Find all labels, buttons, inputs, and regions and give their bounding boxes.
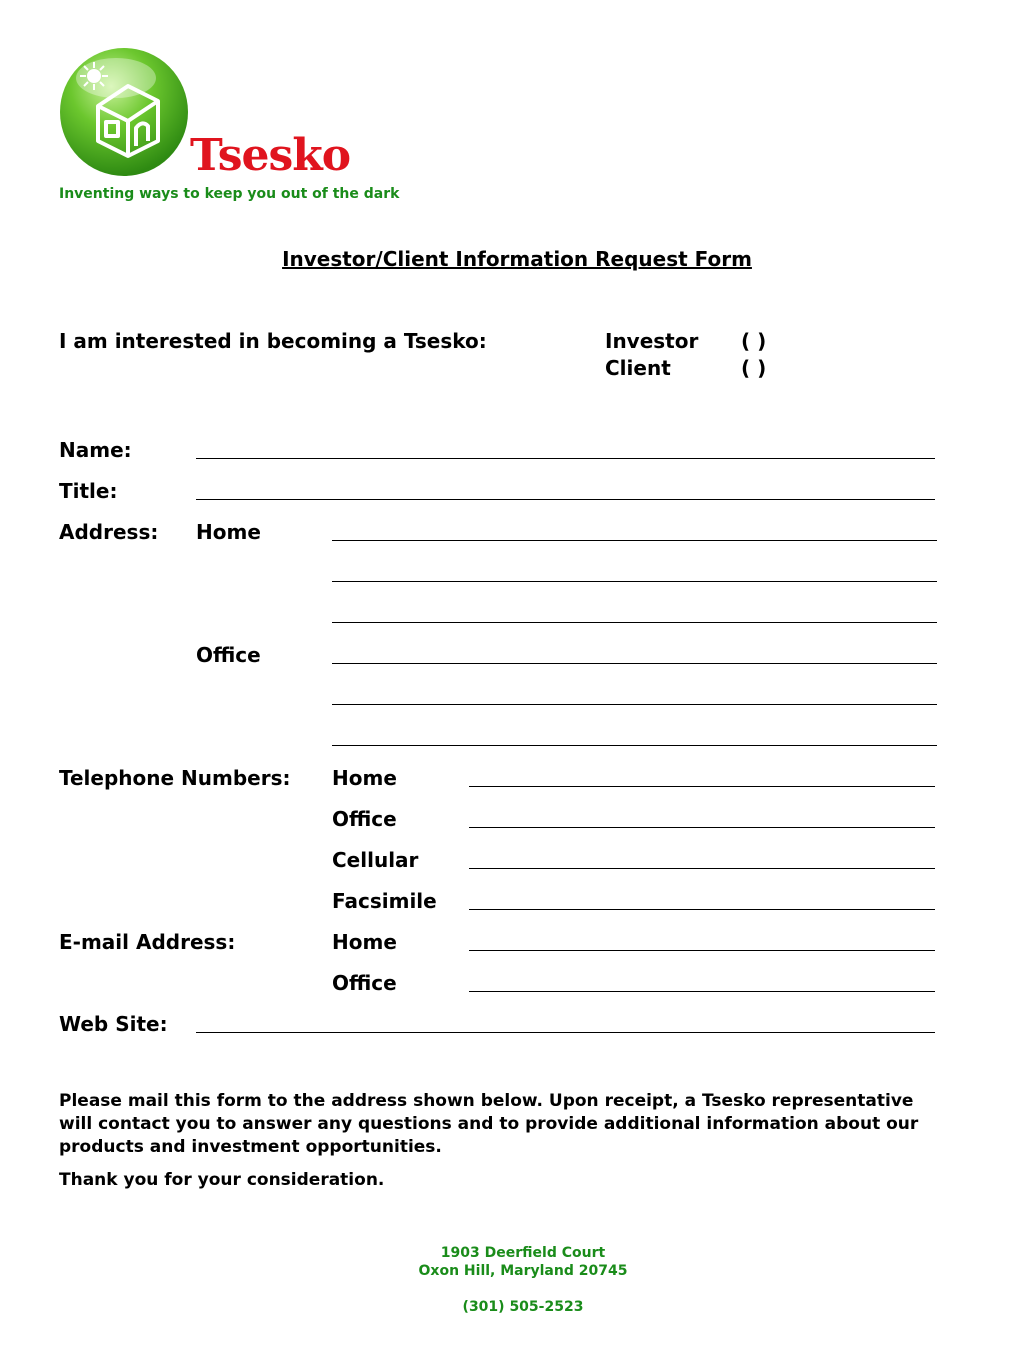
tel-facsimile-label: Facsimile bbox=[332, 889, 437, 913]
tel-home-label: Home bbox=[332, 766, 397, 790]
tel-cellular-field[interactable] bbox=[469, 868, 935, 869]
tel-facsimile-field[interactable] bbox=[469, 909, 935, 910]
tel-cellular-label: Cellular bbox=[332, 848, 419, 872]
name-label: Name: bbox=[59, 438, 132, 462]
address-home-field-3[interactable] bbox=[332, 622, 937, 623]
logo-house-icon bbox=[58, 46, 190, 178]
name-field[interactable] bbox=[196, 458, 935, 459]
email-office-label: Office bbox=[332, 971, 397, 995]
footer-phone: (301) 505-2523 bbox=[462, 1299, 584, 1315]
option-client-checkbox[interactable]: ( ) bbox=[741, 356, 767, 380]
thanks-text: Thank you for your consideration. bbox=[59, 1170, 385, 1190]
brand-tagline: Inventing ways to keep you out of the dark bbox=[59, 186, 400, 202]
form-title bbox=[0, 247, 1024, 271]
instructions-paragraph: Please mail this form to the address shown below. Upon receipt, a Tsesko representative will contact you to answer any questions and to provide additional information about our products and investment opportunities. bbox=[59, 1091, 919, 1157]
form-title-text: Investor/Client Information Request Form bbox=[282, 247, 752, 271]
email-home-label: Home bbox=[332, 930, 397, 954]
address-office-field-3[interactable] bbox=[332, 745, 937, 746]
option-investor-label: Investor bbox=[605, 329, 699, 353]
address-home-label: Home bbox=[196, 520, 261, 544]
tel-home-field[interactable] bbox=[469, 786, 935, 787]
email-label: E-mail Address: bbox=[59, 930, 236, 954]
email-office-field[interactable] bbox=[469, 991, 935, 992]
brand-name: Tsesko bbox=[190, 130, 351, 181]
address-label: Address: bbox=[59, 520, 159, 544]
option-investor-checkbox[interactable]: ( ) bbox=[741, 329, 767, 353]
footer-city: Oxon Hill, Maryland 20745 bbox=[418, 1263, 628, 1279]
title-field[interactable] bbox=[196, 499, 935, 500]
address-home-field-2[interactable] bbox=[332, 581, 937, 582]
website-field[interactable] bbox=[196, 1032, 935, 1033]
address-office-field-1[interactable] bbox=[332, 663, 937, 664]
footer-street: 1903 Deerfield Court bbox=[440, 1245, 606, 1261]
interest-prompt: I am interested in becoming a Tsesko: bbox=[59, 329, 487, 353]
telephone-label: Telephone Numbers: bbox=[59, 766, 291, 790]
tel-office-field[interactable] bbox=[469, 827, 935, 828]
tel-office-label: Office bbox=[332, 807, 397, 831]
website-label: Web Site: bbox=[59, 1012, 168, 1036]
address-office-label: Office bbox=[196, 643, 261, 667]
address-office-field-2[interactable] bbox=[332, 704, 937, 705]
email-home-field[interactable] bbox=[469, 950, 935, 951]
title-label: Title: bbox=[59, 479, 118, 503]
address-home-field-1[interactable] bbox=[332, 540, 937, 541]
option-client-label: Client bbox=[605, 356, 671, 380]
